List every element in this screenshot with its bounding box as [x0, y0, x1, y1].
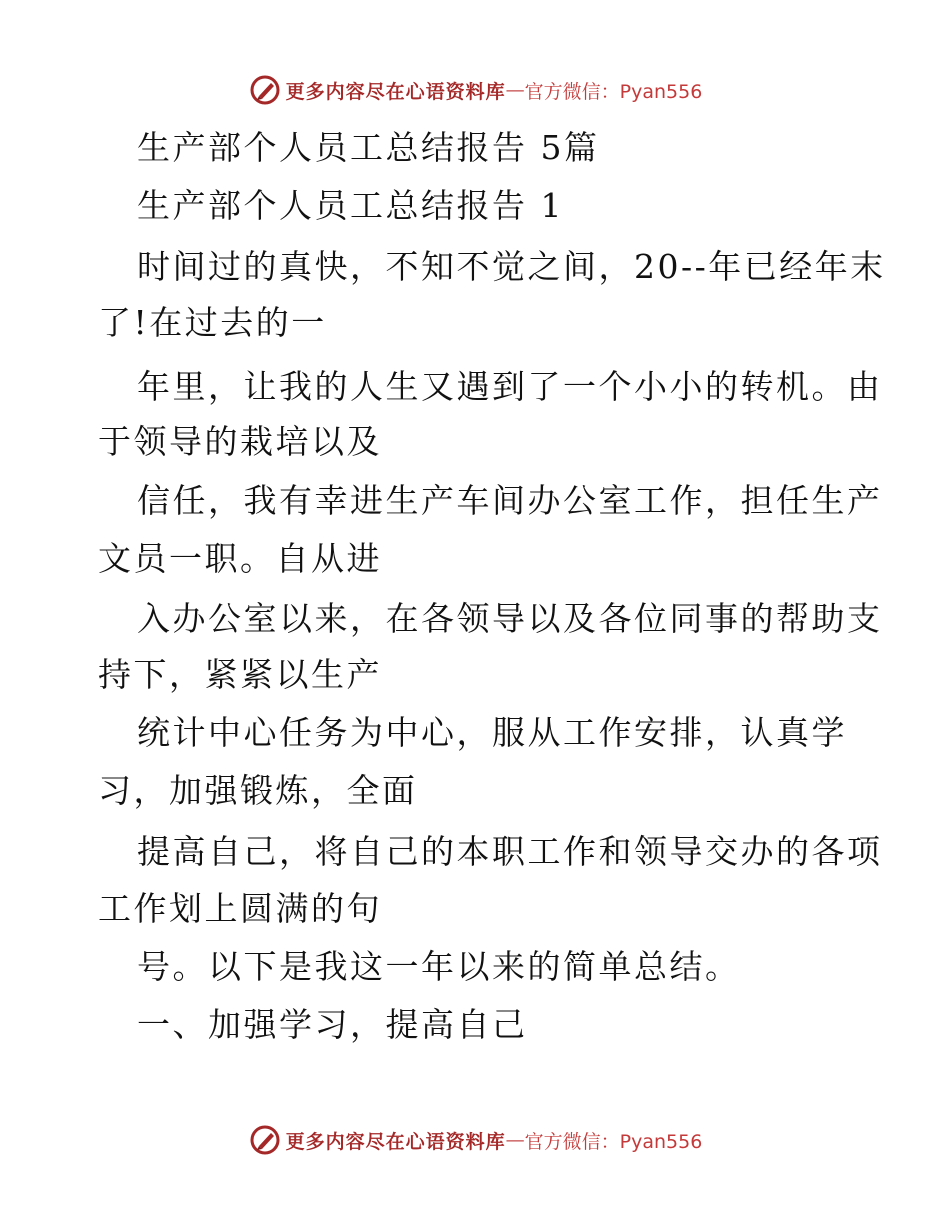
subsection-heading: 一、加强学习，提高自己	[137, 1005, 528, 1044]
pen-logo-icon	[248, 1123, 282, 1157]
header-banner	[0, 68, 950, 112]
paragraph-line: 工作划上圆满的句	[98, 889, 382, 928]
paragraph-line: 号。以下是我这一年以来的简单总结。	[137, 947, 741, 986]
paragraph-line: 统计中心任务为中心，服从工作安排，认真学	[137, 713, 847, 752]
pen-logo-icon	[248, 73, 282, 107]
document-title: 生产部个人员工总结报告 5篇	[137, 128, 600, 167]
paragraph-line: 年里，让我的人生又遇到了一个小小的转机。由	[137, 367, 883, 406]
footer-banner	[0, 1118, 950, 1162]
footer-separator: —	[505, 1129, 525, 1151]
paragraph-line: 持下，紧紧以生产	[98, 655, 382, 694]
footer-wechat-text: 官方微信：Pyan556	[524, 1130, 703, 1153]
paragraph-line: 文员一职。自从进	[98, 539, 382, 578]
paragraph-line: 提高自己，将自己的本职工作和领导交办的各项	[137, 832, 883, 871]
paragraph-line: 信任，我有幸进生产车间办公室工作，担任生产	[137, 481, 883, 520]
section-heading: 生产部个人员工总结报告 1	[137, 186, 564, 225]
header-brand-text: 更多内容尽在心语资料库	[285, 80, 506, 103]
header-wechat-text: 官方微信：Pyan556	[524, 80, 703, 103]
paragraph-line: 时间过的真快，不知不觉之间，20--年已经年末	[137, 247, 886, 286]
footer-brand-text: 更多内容尽在心语资料库	[285, 1130, 506, 1153]
paragraph-line: 了!在过去的一	[98, 303, 327, 342]
header-separator: —	[505, 79, 525, 101]
paragraph-line: 入办公室以来，在各领导以及各位同事的帮助支	[137, 599, 883, 638]
paragraph-line: 于领导的栽培以及	[98, 422, 382, 461]
paragraph-line: 习，加强锻炼，全面	[98, 771, 418, 810]
